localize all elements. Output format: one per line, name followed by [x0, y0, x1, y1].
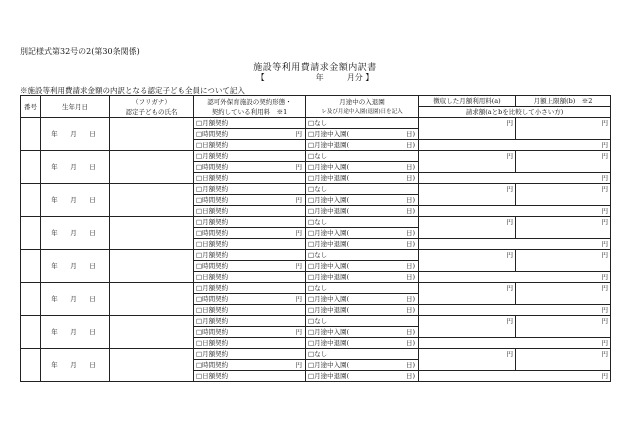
entry-exit-option[interactable]: [306, 349, 419, 360]
entry-exit-checkbox-label: □なし: [308, 317, 328, 325]
day-unit-label: 日): [405, 240, 415, 248]
entry-exit-option[interactable]: [306, 195, 419, 206]
birth-date-cell: 年 月 日: [41, 349, 110, 382]
entry-exit-option[interactable]: [306, 316, 419, 327]
day-unit-label: 日): [405, 295, 415, 303]
entry-exit-option[interactable]: [306, 338, 419, 349]
entry-exit-option[interactable]: [306, 360, 419, 371]
claim-amount-yen: 円: [601, 306, 608, 314]
day-unit-label: 日): [405, 262, 415, 270]
birth-date-cell: 年 月 日: [41, 118, 110, 151]
entry-exit-option[interactable]: [306, 294, 419, 305]
contract-option[interactable]: [194, 261, 306, 272]
entry-exit-option[interactable]: [306, 272, 419, 283]
contract-checkbox-label: □月額契約: [196, 317, 229, 325]
entry-exit-checkbox-label: □月途中入園(: [308, 130, 350, 138]
contract-option[interactable]: [194, 283, 306, 294]
contract-checkbox-label: □時間契約: [196, 229, 229, 237]
entry-exit-checkbox-label: □なし: [308, 152, 328, 160]
row-number-cell: [21, 349, 41, 382]
header-name-label: 認定子どもの氏名: [125, 107, 178, 116]
entry-exit-checkbox-label: □月途中入園(: [308, 163, 350, 171]
row-number-cell: [21, 250, 41, 283]
entry-exit-option[interactable]: [306, 239, 419, 250]
cap-amount-yen: 円: [601, 185, 608, 193]
contract-option[interactable]: [194, 239, 306, 250]
contract-amount-yen: 円: [295, 196, 302, 204]
contract-option[interactable]: [194, 305, 306, 316]
day-unit-label: 日): [405, 174, 415, 182]
period-month-label: 月分: [346, 73, 363, 82]
row-number-cell: [21, 283, 41, 316]
entry-exit-checkbox-label: □月途中入園(: [308, 262, 350, 270]
fee-received-yen: 円: [506, 218, 513, 226]
contract-option[interactable]: [194, 294, 306, 305]
day-unit-label: 日): [405, 306, 415, 314]
entry-exit-checkbox-label: □なし: [308, 119, 328, 127]
child-name-cell[interactable]: [110, 151, 194, 184]
contract-option[interactable]: [194, 272, 306, 283]
claim-amount-cell[interactable]: [419, 239, 611, 250]
entry-exit-option[interactable]: [306, 162, 419, 173]
period-open-bracket: 【: [256, 73, 265, 82]
contract-checkbox-label: □日額契約: [196, 174, 229, 182]
row-number-cell: [21, 184, 41, 217]
contract-option[interactable]: [194, 118, 306, 129]
contract-checkbox-label: □日額契約: [196, 207, 229, 215]
claim-amount-yen: 円: [601, 240, 608, 248]
entry-exit-option[interactable]: [306, 327, 419, 338]
header-entry-exit-sub: レ及び月途中入園(退園)日を記入: [321, 108, 403, 115]
child-name-cell[interactable]: [110, 118, 194, 151]
header-entry-exit-label: 月途中の入退園: [339, 97, 385, 106]
entry-exit-checkbox-label: □月途中退園(: [308, 174, 350, 182]
cap-amount-cell[interactable]: [516, 184, 611, 206]
claim-amount-yen: 円: [601, 207, 608, 215]
entry-exit-checkbox-label: □月途中退園(: [308, 306, 350, 314]
period-close-bracket: 】: [365, 73, 374, 82]
claim-amount-yen: 円: [601, 273, 608, 281]
contract-amount-yen: 円: [295, 163, 302, 171]
child-name-cell[interactable]: [110, 283, 194, 316]
billing-period: [0, 72, 630, 83]
entry-exit-option[interactable]: [306, 129, 419, 140]
cap-amount-cell[interactable]: [516, 283, 611, 305]
fee-received-yen: 円: [506, 350, 513, 358]
day-unit-label: 日): [405, 372, 415, 380]
contract-checkbox-label: □日額契約: [196, 306, 229, 314]
entry-exit-option[interactable]: [306, 206, 419, 217]
table-row: [21, 283, 611, 294]
entry-exit-checkbox-label: □月途中退園(: [308, 339, 350, 347]
contract-checkbox-label: □日額契約: [196, 141, 229, 149]
entry-exit-option[interactable]: [306, 371, 419, 382]
entry-exit-checkbox-label: □月途中退園(: [308, 273, 350, 281]
header-cap-note: ※2: [581, 97, 593, 105]
period-year-label: 年: [315, 73, 324, 82]
header-contract-line2: 契約している利用料: [211, 107, 271, 116]
table-body: [21, 118, 611, 382]
table-row: [21, 151, 611, 162]
contract-checkbox-label: □日額契約: [196, 273, 229, 281]
contract-option[interactable]: [194, 184, 306, 195]
contract-checkbox-label: □時間契約: [196, 328, 229, 336]
contract-option[interactable]: [194, 140, 306, 151]
cap-amount-yen: 円: [601, 350, 608, 358]
claim-amount-yen: 円: [601, 372, 608, 380]
cap-amount-cell[interactable]: [516, 250, 611, 272]
contract-checkbox-label: □月額契約: [196, 251, 229, 259]
entry-exit-checkbox-label: □月途中入園(: [308, 328, 350, 336]
contract-option[interactable]: [194, 360, 306, 371]
child-name-cell[interactable]: [110, 349, 194, 382]
table-row: [21, 250, 611, 261]
birth-date-cell: 年 月 日: [41, 316, 110, 349]
birth-date-cell: 年 月 日: [41, 250, 110, 283]
fee-received-cell[interactable]: [419, 217, 516, 239]
breakdown-table: [20, 95, 611, 382]
header-contract-note: ※1: [276, 107, 288, 116]
table-row: [21, 217, 611, 228]
contract-option[interactable]: [194, 371, 306, 382]
entry-exit-option[interactable]: [306, 118, 419, 129]
birth-date-cell: 年 月 日: [41, 217, 110, 250]
contract-option[interactable]: [194, 173, 306, 184]
fee-received-yen: 円: [506, 119, 513, 127]
contract-checkbox-label: □時間契約: [196, 361, 229, 369]
birth-date-cell: 年 月 日: [41, 184, 110, 217]
fee-received-yen: 円: [506, 185, 513, 193]
entry-exit-checkbox-label: □月途中退園(: [308, 141, 350, 149]
header-row: [21, 96, 611, 107]
fee-received-cell[interactable]: [419, 250, 516, 272]
contract-checkbox-label: □時間契約: [196, 163, 229, 171]
entry-exit-checkbox-label: □なし: [308, 251, 328, 259]
cap-amount-yen: 円: [601, 218, 608, 226]
day-unit-label: 日): [405, 339, 415, 347]
day-unit-label: 日): [405, 196, 415, 204]
entry-exit-checkbox-label: □月途中退園(: [308, 240, 350, 248]
cap-amount-yen: 円: [601, 119, 608, 127]
entry-exit-checkbox-label: □なし: [308, 284, 328, 292]
table-row: [21, 349, 611, 360]
header-contract: [194, 96, 306, 118]
fee-received-cell[interactable]: [419, 316, 516, 338]
day-unit-label: 日): [405, 273, 415, 281]
header-fee-received: 徴収した月額利用料(a): [419, 96, 516, 107]
cap-amount-cell[interactable]: [516, 316, 611, 338]
fee-received-yen: 円: [506, 152, 513, 160]
contract-amount-yen: 円: [295, 229, 302, 237]
table-row: [21, 316, 611, 327]
contract-checkbox-label: □月額契約: [196, 350, 229, 358]
contract-option[interactable]: [194, 349, 306, 360]
claim-amount-cell[interactable]: [419, 371, 611, 382]
contract-option[interactable]: [194, 228, 306, 239]
fee-received-yen: 円: [506, 284, 513, 292]
contract-amount-yen: 円: [295, 130, 302, 138]
header-entry-exit: [306, 96, 419, 118]
row-number-cell: [21, 118, 41, 151]
day-unit-label: 日): [405, 141, 415, 149]
contract-option[interactable]: [194, 250, 306, 261]
claim-amount-cell[interactable]: [419, 305, 611, 316]
instruction-note: ※施設等利用費請求金額の内訳となる認定子ども全員について記入: [20, 86, 245, 95]
row-number-cell: [21, 316, 41, 349]
cap-amount-yen: 円: [601, 251, 608, 259]
child-name-cell[interactable]: [110, 184, 194, 217]
contract-checkbox-label: □月額契約: [196, 218, 229, 226]
header-name-kana: （フリガナ）: [132, 97, 171, 106]
entry-exit-option[interactable]: [306, 140, 419, 151]
entry-exit-checkbox-label: □月途中入園(: [308, 361, 350, 369]
fee-received-cell[interactable]: [419, 349, 516, 371]
entry-exit-checkbox-label: □なし: [308, 185, 328, 193]
contract-amount-yen: 円: [295, 262, 302, 270]
cap-amount-cell[interactable]: [516, 349, 611, 371]
form-number: 別記様式第32号の2(第30条関係): [20, 47, 140, 56]
fee-received-cell[interactable]: [419, 283, 516, 305]
contract-option[interactable]: [194, 206, 306, 217]
cap-amount-yen: 円: [601, 152, 608, 160]
child-name-cell[interactable]: [110, 316, 194, 349]
contract-option[interactable]: [194, 162, 306, 173]
contract-checkbox-label: □日額契約: [196, 240, 229, 248]
entry-exit-option[interactable]: [306, 250, 419, 261]
entry-exit-checkbox-label: □月途中入園(: [308, 295, 350, 303]
entry-exit-checkbox-label: □月途中入園(: [308, 196, 350, 204]
fee-received-cell[interactable]: [419, 118, 516, 140]
contract-option[interactable]: [194, 217, 306, 228]
header-contract-line1: 認可外保育施設の契約形態・: [207, 97, 292, 106]
table-row: [21, 118, 611, 129]
contract-checkbox-label: □月額契約: [196, 185, 229, 193]
day-unit-label: 日): [405, 130, 415, 138]
contract-amount-yen: 円: [295, 295, 302, 303]
entry-exit-option[interactable]: [306, 184, 419, 195]
fee-received-cell[interactable]: [419, 151, 516, 173]
cap-amount-cell[interactable]: [516, 217, 611, 239]
cap-amount-cell[interactable]: [516, 118, 611, 140]
contract-option[interactable]: [194, 151, 306, 162]
day-unit-label: 日): [405, 229, 415, 237]
header-birth-date: 生年月日: [41, 96, 110, 118]
claim-amount-yen: 円: [601, 141, 608, 149]
entry-exit-checkbox-label: □月途中退園(: [308, 207, 350, 215]
claim-amount-cell[interactable]: [419, 338, 611, 349]
header-number: 番号: [21, 96, 41, 118]
contract-checkbox-label: □月額契約: [196, 152, 229, 160]
birth-date-cell: 年 月 日: [41, 151, 110, 184]
entry-exit-checkbox-label: □なし: [308, 350, 328, 358]
entry-exit-option[interactable]: [306, 217, 419, 228]
entry-exit-option[interactable]: [306, 305, 419, 316]
entry-exit-checkbox-label: □月途中退園(: [308, 372, 350, 380]
contract-checkbox-label: □月額契約: [196, 119, 229, 127]
entry-exit-option[interactable]: [306, 228, 419, 239]
claim-amount-cell[interactable]: [419, 272, 611, 283]
contract-checkbox-label: □時間契約: [196, 262, 229, 270]
child-name-cell[interactable]: [110, 250, 194, 283]
contract-checkbox-label: □時間契約: [196, 196, 229, 204]
child-name-cell[interactable]: [110, 217, 194, 250]
contract-amount-yen: 円: [295, 328, 302, 336]
entry-exit-option[interactable]: [306, 173, 419, 184]
row-number-cell: [21, 217, 41, 250]
header-cap: [516, 96, 611, 107]
contract-option[interactable]: [194, 327, 306, 338]
entry-exit-checkbox-label: □月途中入園(: [308, 229, 350, 237]
fee-received-cell[interactable]: [419, 184, 516, 206]
claim-amount-yen: 円: [601, 339, 608, 347]
entry-exit-checkbox-label: □なし: [308, 218, 328, 226]
cap-amount-yen: 円: [601, 317, 608, 325]
document-title: 施設等利用費請求金額内訳書: [253, 63, 377, 73]
claim-amount-cell[interactable]: [419, 173, 611, 184]
fee-received-yen: 円: [506, 317, 513, 325]
claim-amount-yen: 円: [601, 174, 608, 182]
contract-amount-yen: 円: [295, 361, 302, 369]
contract-checkbox-label: □時間契約: [196, 130, 229, 138]
contract-checkbox-label: □時間契約: [196, 295, 229, 303]
fee-received-yen: 円: [506, 251, 513, 259]
day-unit-label: 日): [405, 163, 415, 171]
contract-option[interactable]: [194, 129, 306, 140]
entry-exit-option[interactable]: [306, 261, 419, 272]
table-row: [21, 184, 611, 195]
contract-option[interactable]: [194, 316, 306, 327]
contract-option[interactable]: [194, 195, 306, 206]
day-unit-label: 日): [405, 361, 415, 369]
header-cap-label: 月額上限額(b): [533, 97, 576, 105]
claim-amount-cell[interactable]: [419, 140, 611, 151]
birth-date-cell: 年 月 日: [41, 283, 110, 316]
contract-checkbox-label: □日額契約: [196, 339, 229, 347]
cap-amount-yen: 円: [601, 284, 608, 292]
day-unit-label: 日): [405, 328, 415, 336]
header-claim: 請求額(aとbを比較して小さい方): [419, 107, 611, 118]
row-number-cell: [21, 151, 41, 184]
day-unit-label: 日): [405, 207, 415, 215]
contract-checkbox-label: □月額契約: [196, 284, 229, 292]
entry-exit-option[interactable]: [306, 283, 419, 294]
contract-option[interactable]: [194, 338, 306, 349]
claim-amount-cell[interactable]: [419, 206, 611, 217]
entry-exit-option[interactable]: [306, 151, 419, 162]
header-child-name: [110, 96, 194, 118]
contract-checkbox-label: □日額契約: [196, 372, 229, 380]
cap-amount-cell[interactable]: [516, 151, 611, 173]
